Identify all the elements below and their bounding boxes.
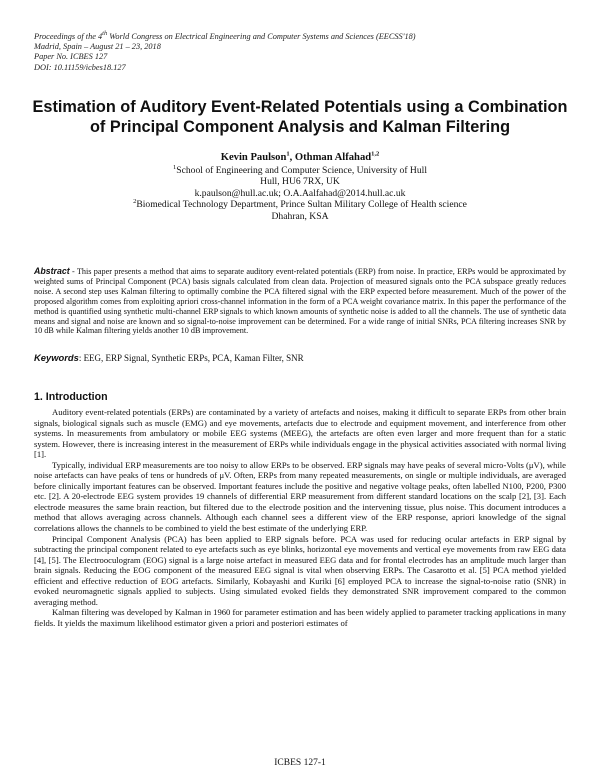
affiliation-2	[30, 199, 570, 210]
header-line-doi: DOI: 10.11159/icbes18.127	[34, 62, 126, 72]
affiliation-1-sup: 1	[173, 163, 177, 171]
title-line-1: Estimation of Auditory Event-Related Potentials using a Combination	[32, 98, 568, 116]
affiliation-2-sup: 2	[133, 198, 137, 206]
author-1-sup: 1	[286, 150, 290, 158]
header-conference-post: World Congress on Electrical Engineering and Computer Systems and Sciences (EECSS'18)	[107, 32, 416, 41]
affiliation-2-city: Dhahran, KSA	[271, 210, 329, 222]
author-2: Othman Alfahad	[294, 152, 372, 163]
author-list	[30, 151, 570, 164]
abstract	[34, 267, 566, 336]
keywords	[34, 352, 566, 364]
header-line-location: Madrid, Spain – August 21 – 23, 2018	[34, 42, 161, 52]
header-line-paper-no: Paper No. ICBES 127	[34, 52, 108, 62]
paragraph-2: Typically, individual ERP measurements are too noisy to allow ERPs to be observed. ERP signals may have peaks of several micro-Volts (μV), while noise artefacts can have peaks of tens or hundreds of μV. Often, ERPs from many repeated measurements, on single or multiple individuals, are averaged before clinically important features can be observed. Important features include the positive and negative voltage peaks, often labelled N100, P200, P300 etc. [2]. A 20-electrode EEG system provides 19 channels of differential ERP measurement from different standard locations on the scalp [2], [3]. Each electrode measures the same brain reaction, but filtered due to the electrode position and the intervening tissue, plus noise. This document introduces a method that allows averaging across channels. Although each channel sees a different view of the ERP response, apriori knowledge of the signal correlations allows the channels to be combined to yield the best estimate of the underlying ERP.	[34, 459, 566, 534]
header-conference-sup: th	[102, 30, 108, 38]
keywords-text: : EEG, ERP Signal, Synthetic ERPs, PCA, Kaman Filter, SNR	[78, 353, 304, 363]
author-separator: ,	[289, 152, 295, 163]
header-line-conference	[34, 32, 416, 42]
paragraph-3: Principal Component Analysis (PCA) has been applied to ERP signals before. PCA was used for reducing ocular artefacts in ERP signal by subtracting the principal component related to eye artefacts such as eye blinks, horizontal eye movements and vertical eye movements from raw EEG data [4], [5]. The Electrooculogram (EOG) signal is a large noise artefact in measured EEG data and for frontal electrodes has an amplitude much larger than brain signals. Reducing the EOG component of the measured EEG signal is vital when observing ERPs. The Casarotto et al. [5] PCA method yielded efficient and effective reduction of EOG artefacts. Similarly, Kobayashi and Kuriki [6] employed PCA to increase the signal-to-noise ratio (SNR) in evoked neuromagnetic signals applied to subjects. Using simulated evoked fields they demonstrated SNR improvement compared to the common averaging method.	[34, 533, 566, 607]
affiliation-1	[30, 165, 570, 176]
affiliation-1-name: School of Engineering and Computer Science, University of Hull	[176, 165, 427, 176]
paragraph-4: Kalman filtering was developed by Kalman in 1960 for parameter estimation and has been widely applied to parameter tracking applications in many fields. It yields the maximum likelihood estimator given a priori and posteriori estimates of	[34, 607, 566, 628]
keywords-label: Keywords	[34, 352, 79, 363]
author-1: Kevin Paulson	[220, 152, 287, 163]
title-line-2: of Principal Component Analysis and Kalman Filtering	[89, 118, 511, 136]
author-emails: k.paulson@hull.ac.uk; O.A.Aalfahad@2014.hull.ac.uk	[194, 187, 406, 199]
page-footer: ICBES 127-1	[274, 758, 326, 768]
paragraph-1: Auditory event-related potentials (ERPs) are contaminated by a variety of artefacts and noises, making it difficult to separate ERPs from other brain signals, biological signals such as muscle (EMG) and eye movements, artefacts due to electrode and equipment movement, and interference from other systems. In measurements from ambulatory or mobile EEG systems (MEEG), the artefacts are often even larger and more frequent than for a static system. However, there is increasing interest in the measurement of ERPs while individuals engage in the physical activities associated with normal living [1].	[34, 407, 566, 460]
abstract-text: - This paper presents a method that aims to separate auditory event-related potentials (ERP) from noise. In practice, ERPs would be approximated by weighted sums of Principal Component (PCA) basis signals calculated from clean data. Projection of measured signals onto the PCA subspace greatly reduces noise. A second step uses Kalman filtering to optimally combine the PCA filtered signal with the ERP expected before measurement. Much of the power of the proposed algorithm comes from exploiting apriori cross-channel information in the form of a PCA weight covariance matrix. In this paper the performance of the method is quantified using synthetic multi-channel ERP signals to which known amounts of synthetic noise is added to all the channels. The use of synthetic data means and signal and noise are known and so signal-to-noise improvement can be determined. For a wide range of initial SNRs, PCA filtering increases SNR by 10 dB while Kalman filtering yields another 10 dB improvement.	[34, 267, 566, 336]
affiliation-1-city: Hull, HU6 7RX, UK	[260, 176, 340, 188]
introduction-body	[34, 407, 566, 628]
proceedings-header	[34, 32, 416, 73]
affiliations	[30, 165, 570, 222]
author-2-sup: 1,2	[371, 150, 380, 158]
paper-title	[30, 97, 570, 137]
section-heading-introduction: 1. Introduction	[34, 391, 108, 403]
abstract-label: Abstract	[34, 266, 70, 276]
affiliation-2-name: Biomedical Technology Department, Prince Sultan Military College of Health science	[136, 199, 467, 211]
header-conference-pre: Proceedings of the 4	[34, 32, 103, 41]
